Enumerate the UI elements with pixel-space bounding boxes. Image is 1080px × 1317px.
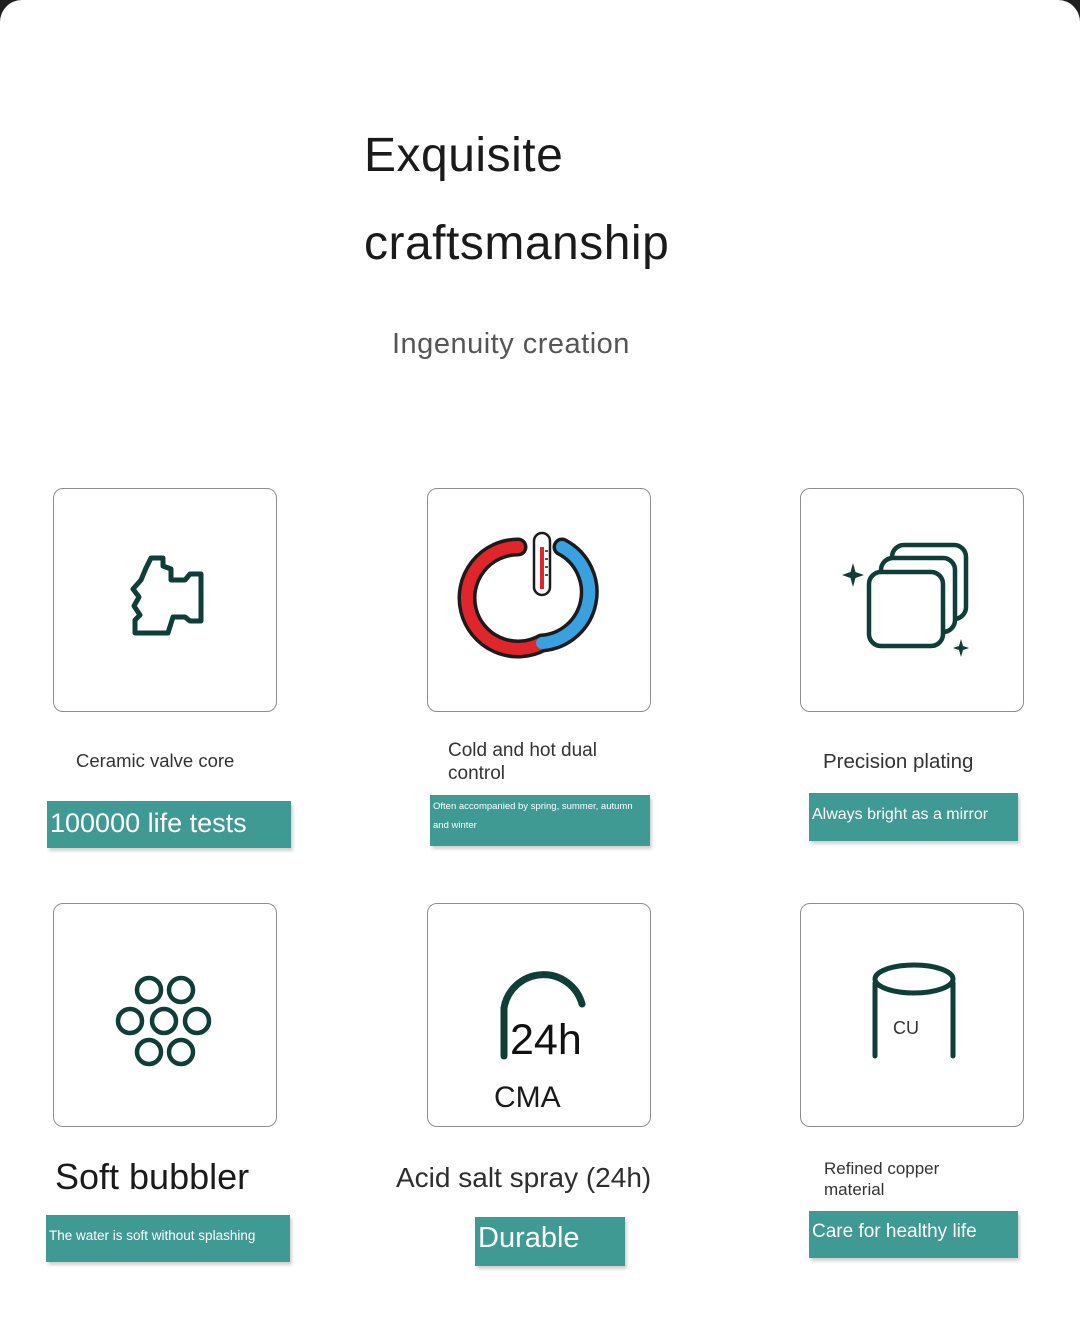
valve-core-icon (54, 489, 278, 713)
icon-label-cma: CMA (494, 1081, 561, 1114)
feature-card-valve (53, 488, 277, 712)
feature-caption-copper: Refined copper material (824, 1159, 940, 1199)
feature-tag-copper: Care for healthy life (809, 1211, 1018, 1258)
page-title (364, 112, 724, 288)
page-subtitle: Ingenuity creation (392, 328, 630, 360)
feature-caption-salt-spray: Acid salt spray (24h) (396, 1162, 652, 1193)
feature-tag-plating: Always bright as a mirror (809, 793, 1018, 841)
title-line-2: craftsmanship (364, 217, 670, 270)
icon-label-cu: CU (893, 1018, 919, 1038)
feature-card-bubbler (53, 903, 277, 1127)
feature-card-copper (800, 903, 1024, 1127)
feature-tag-bubbler: The water is soft without splashing (46, 1215, 290, 1262)
feature-card-temperature (427, 488, 651, 712)
thermometer-power-icon (428, 489, 652, 713)
feature-tag-salt-spray: Durable (475, 1217, 625, 1266)
feature-caption-plating: Precision plating (823, 750, 974, 773)
feature-tag-valve: 100000 life tests (47, 801, 291, 848)
feature-caption-valve: Ceramic valve core (76, 750, 235, 771)
salt-spray-timer-icon (428, 904, 652, 1128)
title-line-1: Exquisite (364, 129, 564, 182)
bubbles-icon (54, 904, 278, 1128)
stacked-plates-sparkle-icon (801, 489, 1025, 713)
feature-caption-temperature: Cold and hot dual control (448, 740, 597, 784)
feature-tag-temperature: Often accompanied by spring, summer, autumn and winter (430, 795, 650, 846)
feature-caption-bubbler: Soft bubbler (55, 1156, 250, 1197)
feature-card-salt-spray (427, 903, 651, 1127)
icon-label-24h: 24h (510, 1016, 582, 1064)
feature-card-plating (800, 488, 1024, 712)
copper-cylinder-icon (801, 904, 1025, 1128)
